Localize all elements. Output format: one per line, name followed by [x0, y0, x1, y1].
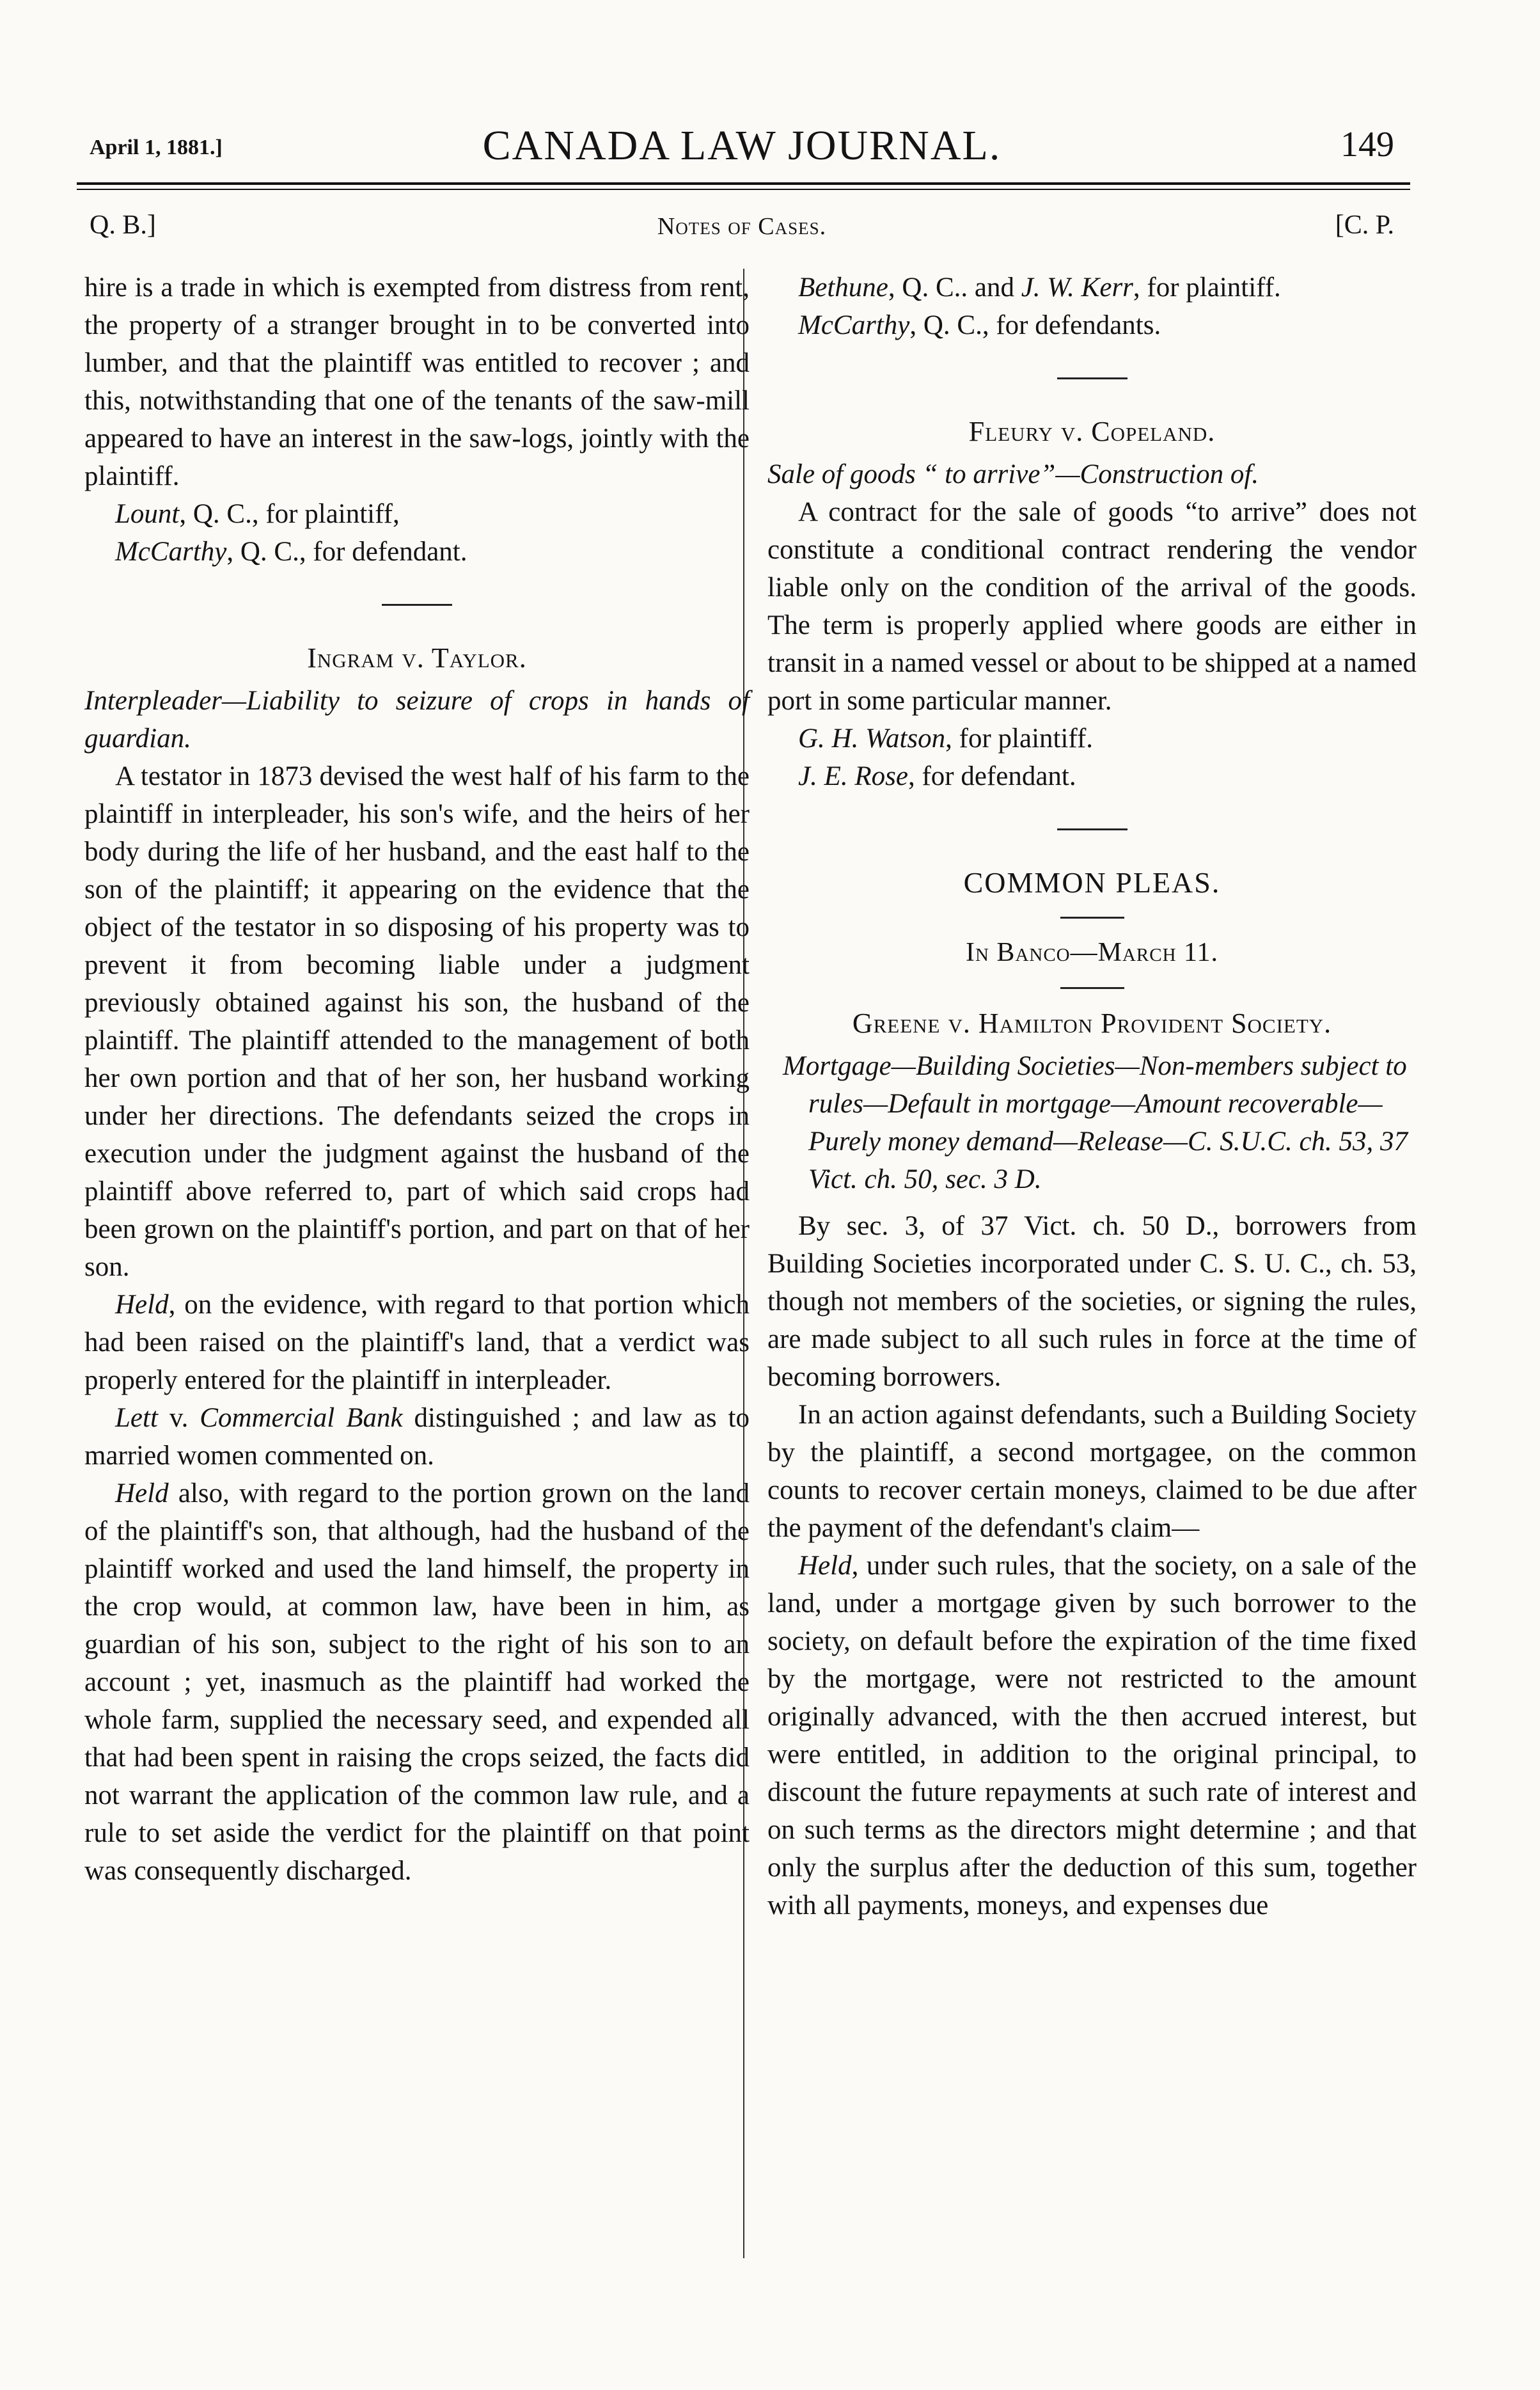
counsel-line: McCarthy, Q. C., for defendant.: [115, 537, 468, 567]
issue-date: April 1, 1881.]: [90, 136, 223, 159]
case-paragraph: In an action against defendants, such a Building Society by the plaintiff, a second mortgagee, on the common counts to recover certain moneys, claimed to be due after the payment of the defendant's claim—: [767, 1400, 1417, 1543]
case-headnote: Mortgage—Building Societies—Non-members subject to rules—Default in mortgage—Amount recoverable—Purely money demand—Release—C. S.U.C. ch. 53, 37 Vict. ch. 50, sec. 3 D.: [783, 1051, 1408, 1194]
counsel-line: J. E. Rose, for defendant.: [798, 761, 1076, 791]
case-paragraph: A contract for the sale of goods “to arrive” does not constitute a conditional contract rendering the vendor liable only on the condition of the arrival of the goods. The term is properly applied where goods are either in transit in a named vessel or about to be shipped at a named port in some particular manner.: [767, 497, 1417, 716]
sitting-heading: In Banco—March 11.: [966, 938, 1218, 967]
court-separator: [1060, 987, 1124, 989]
counsel-line: Lount, Q. C., for plaintiff,: [115, 499, 400, 529]
case-title: Ingram v. Taylor.: [307, 642, 527, 674]
section-header: [90, 205, 1394, 249]
case-paragraph: A testator in 1873 devised the west half of his farm to the plaintiff in interpleader, his son's wife, and the heirs of her body during the life of her husband, and the east half to the son of the plaintiff; it appearing on the evidence that the object of the testator in so disposing of his property was to prevent it from becoming liable under a judgment previously obtained against his son, the husband of the plaintiff. The plaintiff attended to the management of both her own portion and that of her son, her husband working under her directions. The defendants seized the crops in execution under the judgment against the husband of the plaintiff above referred to, part of which said crops had been grown on the plaintiff's portion, and part on that of her son.: [84, 761, 750, 1282]
case-title: Greene v. Hamilton Provident Society.: [852, 1008, 1332, 1039]
case-separator: [1057, 377, 1128, 379]
counsel-name: McCarthy: [115, 537, 227, 567]
header-rule-thick: [77, 182, 1410, 185]
citation-paragraph: Lett v. Commercial Bank distinguished ; and law as to married women commented on.: [84, 1403, 750, 1471]
counsel-line: G. H. Watson, for plaintiff.: [798, 724, 1094, 754]
held-paragraph: Held, on the evidence, with regard to that portion which had been raised on the plaintiff's land, that a verdict was properly entered for the plaintiff in interpleader.: [84, 1290, 750, 1395]
section-left: Q. B.]: [90, 210, 156, 240]
counsel-line: Bethune, Q. C.. and J. W. Kerr, for plaintiff.: [798, 273, 1281, 303]
case-separator: [1057, 828, 1128, 830]
counsel-name: Lount: [115, 499, 180, 529]
header-rule-thin: [77, 189, 1410, 190]
case-headnote: Interpleader—Liability to seizure of crops in hands of guardian.: [84, 686, 750, 754]
counsel-line: McCarthy, Q. C., for defendants.: [798, 310, 1161, 340]
held-paragraph: Held, under such rules, that the society, on a sale of the land, under a mortgage given by such borrower to the society, on default before the expiration of the time fixed by the mortgage, were not restricted to the amount originally advanced, with the then accrued interest, but were entitled, in addition to the original principal, to discount the future repayments at such rate of interest and on such terms as the directors might determine ; and that only the surplus after the deduction of this sum, together with all payments, moneys, and expenses due: [767, 1551, 1417, 1920]
court-separator: [1060, 917, 1124, 919]
section-right: [C. P.: [1335, 210, 1394, 240]
case-paragraph: By sec. 3, of 37 Vict. ch. 50 D., borrowers from Building Societies incorporated under C. S. U. C., ch. 53, though not members of the societies, or signing the rules, are made subject to all such rules in force at the time of becoming borrowers.: [767, 1211, 1417, 1392]
running-header: [90, 102, 1394, 186]
case-headnote: Sale of goods “ to arrive”—Construction of.: [767, 459, 1259, 489]
right-column: [767, 269, 1417, 1924]
case-separator: [382, 604, 452, 606]
journal-title: CANADA LAW JOURNAL.: [482, 122, 1002, 169]
held-paragraph: Held also, with regard to the portion grown on the land of the plaintiff's son, that although, had the husband of the plaintiff worked and used the land himself, the property in the crop would, at common law, have been in him, as guardian of his son, subject to the right of his son to an account ; yet, inasmuch as the plaintiff had worked the whole farm, supplied the necessary seed, and expended all that had been spent in raising the crops seized, the facts did not warrant the application of the common law rule, and a rule to set aside the verdict for the plaintiff on that point was consequently discharged.: [84, 1478, 750, 1886]
continued-paragraph: hire is a trade in which is exempted from distress from rent, the property of a stranger brought in to be converted into lumber, and that the plaintiff was entitled to recover ; and this, notwithstanding that one of the tenants of the saw-mill appeared to have an interest in the saw-logs, jointly with the plaintiff.: [84, 273, 750, 491]
case-title: Fleury v. Copeland.: [968, 416, 1216, 447]
court-heading: COMMON PLEAS.: [963, 866, 1221, 899]
section-title: Notes of Cases.: [657, 213, 827, 240]
left-column: [84, 269, 750, 1890]
page-number: 149: [1340, 125, 1394, 164]
